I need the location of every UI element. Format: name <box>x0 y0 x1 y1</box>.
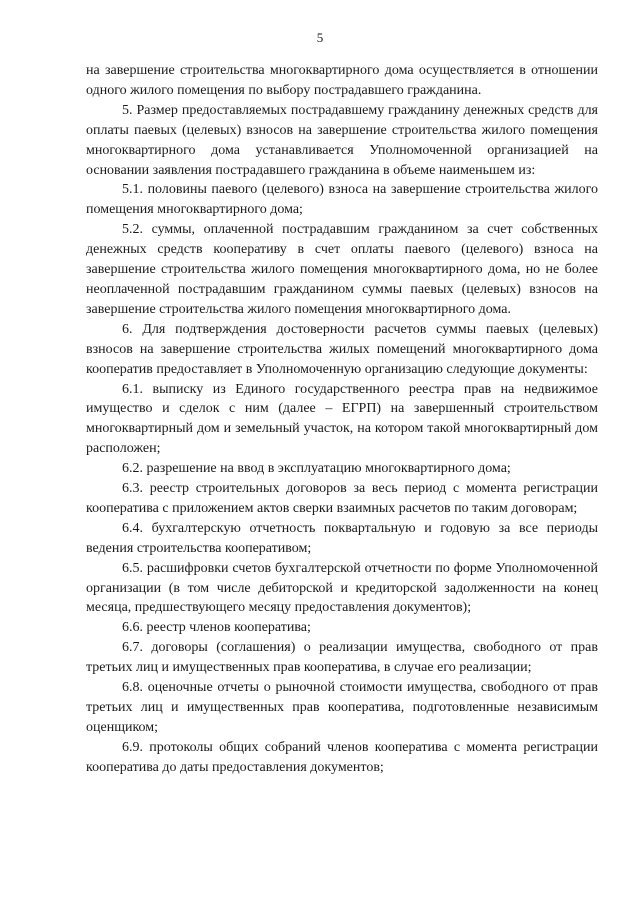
paragraph-5-1: 5.1. половины паевого (целевого) взноса на завершение строительства жилого помещения многоквартирного дома; <box>86 182 598 218</box>
paragraph-6-5: 6.5. расшифровки счетов бухгалтерской отчетности по форме Уполномоченной организации (в том числе дебиторской и кредиторской задолженности на конец месяца, предшествующего месяцу предоставления документов); <box>86 560 598 616</box>
paragraph-6-9: 6.9. протоколы общих собраний членов кооператива с момента регистрации кооператива до даты предоставления документов; <box>86 739 598 775</box>
page-number: 5 <box>316 30 324 45</box>
paragraph-6-1: 6.1. выписку из Единого государственного реестра прав на недвижимое имущество и сделок с ним (далее – ЕГРП) на завершенный строительством многоквартирный дом и земельный участок, на котором такой многоквартирный дом расположен; <box>86 381 598 457</box>
paragraph-6-8: 6.8. оценочные отчеты о рыночной стоимости имущества, свободного от прав третьих лиц и имущественных прав кооператива, подготовленные независимым оценщиком; <box>86 680 598 735</box>
paragraph-6-6: 6.6. реестр членов кооператива; <box>122 620 311 636</box>
document-body <box>86 61 598 778</box>
paragraph-5-2: 5.2. суммы, оплаченной пострадавшим гражданином за счет собственных денежных средств кооперативу в счет оплаты паевого (целевого) взноса на завершение строительства жилого помещения многоквартирного дома, но не более неоплаченной пострадавшим гражданином суммы паевых (целевых) взносов на завершение строительства жилого помещения многоквартирного дома. <box>86 222 598 317</box>
paragraph-continuation: на завершение строительства многоквартирного дома осуществляется в отношении одного жилого помещения по выбору пострадавшего гражданина. <box>86 63 598 98</box>
paragraph-6: 6. Для подтверждения достоверности расчетов суммы паевых (целевых) взносов на завершение строительства жилых помещений многоквартирного дома кооператив предоставляет в Уполномоченную организацию следующие документы: <box>86 321 598 377</box>
paragraph-6-4: 6.4. бухгалтерскую отчетность поквартальную и годовую за все периоды ведения строительства кооперативом; <box>86 520 598 556</box>
paragraph-6-7: 6.7. договоры (соглашения) о реализации имущества, свободного от прав третьих лиц и имущественных прав кооператива, в случае его реализации; <box>86 640 598 676</box>
paragraph-6-3: 6.3. реестр строительных договоров за весь период с момента регистрации кооператива с приложением актов сверки взаимных расчетов по таким договорам; <box>86 481 598 516</box>
paragraph-6-2: 6.2. разрешение на ввод в эксплуатацию многоквартирного дома; <box>122 461 511 477</box>
paragraph-5: 5. Размер предоставляемых пострадавшему гражданину денежных средств для оплаты паевых (целевых) взносов на завершение строительства жилого помещения многоквартирного дома устанавливается Уполномоченной организацией на основании заявления пострадавшего гражданина в объеме наименьшем из: <box>86 102 598 178</box>
